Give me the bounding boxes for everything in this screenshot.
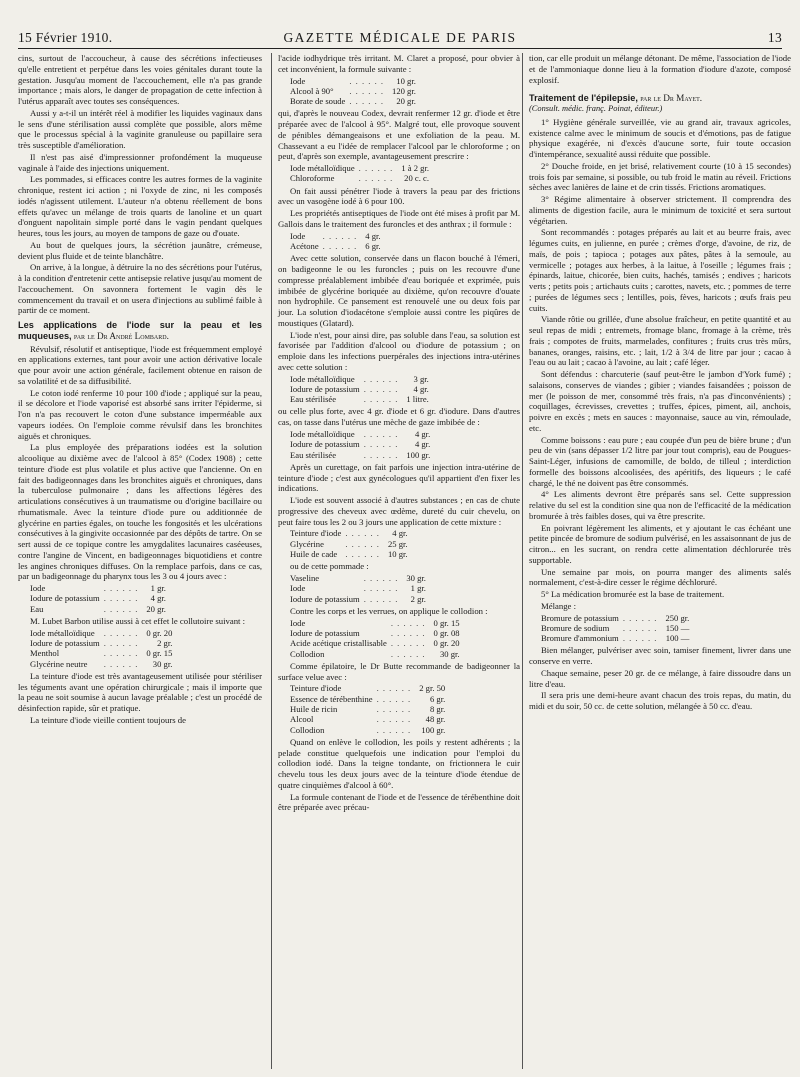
paragraph: Mélange :	[541, 600, 576, 611]
ingredient-name: Glycérine neutre	[30, 658, 88, 669]
ingredient-name: Bromure d'ammonium	[541, 633, 619, 644]
formula-row	[290, 638, 460, 648]
paragraph: On arrive, à la longue, à détruire la no des sécrétions pour l'utérus, à la condition d'entretenir cette antisepsie relative jusqu'au moment de l'accouchement. On savonnera fortement le vagin dès le commencement du travail et on usera d'injections au sublimé faible à partir de ce moment.	[18, 262, 262, 316]
ingredient-name: Acétone	[290, 241, 319, 252]
leader-dots: . . . . . .	[103, 627, 139, 638]
paragraph: 5° La médication bromurée est la base de traitement.	[541, 589, 725, 599]
leader-dots: . . . . . .	[622, 633, 658, 644]
leader-dots: . . . . . .	[363, 373, 399, 384]
page-number: 13	[767, 30, 782, 45]
ingredient-name: Iodure de potassium	[30, 593, 100, 604]
paragraph: Les pommades, si efficaces contre les autres formes de la vaginite chronique, restent ici action ; ni l'oxyde de zinc, ni les composés iodés n'agissent utilement. L'auteur n'a obtenu réellement de bons effets qu'avec un mélange de trois quarts de lanoline et un quart d'onguent napolitain simple porté dans le vagin pendant quelques heures, tous les jours, au moyen de tampons de gaze ou d'ouate.	[18, 174, 262, 238]
leader-dots: . . . . . .	[103, 593, 139, 604]
ingredient-quantity: 1 litre.	[406, 394, 429, 405]
formula-row	[30, 593, 166, 603]
formula-row	[541, 623, 689, 633]
formula-row	[290, 704, 445, 714]
leader-dots: . . . . . .	[376, 683, 412, 694]
ingredient-name: Borate de soude	[290, 96, 346, 107]
paragraph: Aussi y a-t-il un intérêt réel à modifier les liquides vaginaux dans le sens d'une stérilisation aussi complète que possible, alors même que le processus spécial à la vaginite granuleuse ou papillaire sera très susceptible d'amélioration.	[18, 107, 262, 150]
leader-dots: . . . . . .	[349, 75, 385, 86]
ingredient-name: Iodure de potassium	[290, 593, 360, 604]
ingredient-name: Iodure de potassium	[30, 637, 100, 648]
paragraph: Quand on enlève le collodion, les poils y restent adhérents ; la pelade constitue quelquefois une indication pour l'emploi du collodion iodé. Dans la teigne tondante, on frictionnera le cuir chevelu tous les deux jours avec de la teinture d'iode étendue de quatre cinquièmes d'alcool à 60°.	[278, 736, 520, 790]
leader-dots: . . . . . .	[376, 703, 412, 714]
formula-row	[290, 173, 429, 183]
ingredient-quantity: 30 gr.	[439, 648, 460, 659]
article-title: Traitement de l'épilepsie,	[529, 93, 638, 104]
ingredient-quantity: 20 c. c.	[404, 173, 429, 184]
formula-table	[290, 231, 381, 252]
formula-table	[290, 429, 430, 460]
paragraph: Comme épilatoire, le Dr Butte recommande de badigeonner la surface velue avec :	[278, 660, 520, 682]
formula-row	[30, 659, 172, 669]
formula-row	[290, 76, 416, 86]
ingredient-quantity: 0 gr. 15	[433, 617, 460, 628]
ingredient-quantity: 6 gr.	[429, 693, 446, 704]
formula-row	[290, 714, 445, 724]
leader-dots: . . . . . .	[363, 573, 399, 583]
ingredient-quantity: 100 —	[665, 633, 690, 644]
leader-dots: . . . . . .	[103, 637, 139, 648]
formula-row	[290, 394, 429, 404]
paragraph: Une semaine par mois, on pourra manger des aliments salés normalement, c'est-à-dire cesser le régime déchloruré.	[529, 566, 791, 588]
paragraph: Il n'est pas aisé d'impressionner profondément la muqueuse vaginale à l'aide des injections uniquement.	[18, 151, 262, 173]
paragraph: 4° Les aliments devront être préparés sans sel. Cette suppression relative du sel est la condition sine qua non de l'efficacité de la médication bromurée à très faibles doses, qui va être prescrite.	[529, 489, 791, 521]
formula-row	[290, 649, 460, 659]
leader-dots: . . . . . .	[345, 548, 380, 559]
formula-row	[290, 583, 426, 593]
ingredient-quantity: 30 gr.	[152, 658, 173, 669]
ingredient-quantity: 4 gr.	[365, 230, 381, 241]
ingredient-quantity: 20 gr.	[396, 96, 416, 107]
formula-table	[30, 628, 172, 669]
formula-row	[290, 618, 460, 628]
formula-row	[290, 683, 445, 693]
formula-row	[290, 628, 460, 638]
paragraph: Révulsif, résolutif et antiseptique, l'iode est fréquemment employé en applications externes, tant pour avoir une action dérivative locale que pour avoir une action générale, facilement obtenue en raison de sa volatilité et de sa diffusibilité.	[18, 343, 262, 386]
issue-date: 15 Février 1910.	[18, 30, 113, 45]
leader-dots: . . . . . .	[349, 96, 385, 107]
ingredient-quantity: 1 à 2 gr.	[401, 163, 429, 174]
leader-dots: . . . . . .	[103, 583, 139, 593]
ingredient-name: Eau stérilisée	[290, 449, 337, 460]
paragraph: L'iode est souvent associé à d'autres substances ; en cas de chute progressive des cheveux avec œdème, dureté du cuir chevelu, on peut faire tous les 2 ou 3 jours une application de cette mixture :	[278, 495, 520, 527]
article-author: par le Dr André Lombard.	[71, 330, 169, 341]
leader-dots: . . . . . .	[363, 394, 399, 405]
ingredient-quantity: 4 gr.	[392, 528, 408, 539]
ingredient-quantity: 2 gr.	[157, 637, 173, 648]
formula-row	[30, 628, 172, 638]
ingredient-name: Glycérine	[290, 538, 324, 549]
column-3	[522, 53, 791, 1069]
paragraph: tion, car elle produit un mélange détonant. De même, l'association de l'iode et de l'ammoniaque donne lieu à la formation d'iodure d'azote, composé explosif.	[529, 53, 791, 85]
formula-row	[30, 638, 172, 648]
paragraph: Comme boissons : eau pure ; eau coupée d'un peu de bière brune ; d'un peu de vin (sans dépasser 1/2 litre par jour tout compris), eau de Pougues-Saint-Léger, infusions de camomille, de boldo, de tilleul ; interdiction formelle des boissons alcoolisées, des apéritifs, des liqueurs ; le café chargé, le thé ne doivent pas être consommés.	[529, 434, 791, 488]
ingredient-quantity: 100 gr.	[421, 724, 446, 735]
ingredient-quantity: 150 —	[665, 622, 690, 633]
formula-row	[290, 429, 430, 439]
ingredient-name: Collodion	[290, 724, 325, 735]
leader-dots: . . . . . .	[363, 383, 399, 394]
leader-dots: . . . . . .	[376, 724, 412, 735]
formula-table	[290, 618, 460, 659]
formula-row	[290, 573, 426, 583]
ingredient-name: Teinture d'iode	[290, 683, 342, 694]
formula-row	[290, 539, 408, 549]
leader-dots: . . . . . .	[390, 627, 426, 638]
formula-row	[290, 450, 430, 460]
formula-row	[30, 604, 166, 614]
ingredient-name: Eau stérilisée	[290, 394, 337, 405]
ingredient-name: Iode	[290, 75, 306, 86]
paragraph: L'iode n'est, pour ainsi dire, pas soluble dans l'eau, sa solution est favorisée par l'addition d'alcool ou d'iodure de potassium ; on emploie dans les infections puerpérales des injections intra-utérines avec cette solution :	[278, 329, 520, 372]
formula-row	[290, 725, 445, 735]
paragraph: Après un curettage, on fait parfois une injection intra-utérine de teinture d'iode ; c'est aux gynécologues qu'il appartient d'en fixer les indications.	[278, 461, 520, 494]
leader-dots: . . . . . .	[622, 612, 658, 623]
formula-row	[290, 163, 429, 173]
paragraph: 1° Hygiène générale surveillée, vie au grand air, travaux agricoles, existence calme avec le minimum de soucis et d'émotions, pas de fatigue physique exagérée, ni d'excès d'aucune sorte, fuir toute occasion d'intempérance, sexualité aussi réduite que possible.	[529, 116, 791, 159]
article-heading	[529, 93, 791, 115]
ingredient-quantity: 0 gr. 20	[146, 627, 173, 638]
formula-row	[541, 613, 689, 623]
ingredient-name: Alcool	[290, 714, 314, 725]
leader-dots: . . . . . .	[322, 241, 358, 252]
paragraph: Le coton iodé renferme 10 pour 100 d'iode ; appliqué sur la peau, il se décolore et l'iode vaporisé est absorbé sans irriter l'épiderme, si l'on n'a pas recouvert le coton d'une substance imperméable aux vapeurs iodées. On l'emploie comme révulsif dans les bronchites aiguës et chroniques.	[18, 387, 262, 441]
paragraph: La teinture d'iode est très avantageusement utilisée pour stériliser les téguments avant une opération chirurgicale ; mais il importe que la peau ne soit soumise à aucun lavage préalable ; c'est un procédé de désinfection rapide, sûr et pratique.	[18, 670, 262, 714]
ingredient-name: Bromure de sodium	[541, 622, 610, 633]
paragraph: La plus employée des préparations iodées est la solution alcoolique au dixième avec de l'alcool à 85° (Codex 1908) ; cette teinture d'iode est plus volatile et plus active que l'ancienne. On en fait des badigeonnages dans les bronchites aiguës et chroniques, dans la tuberculose pulmonaire ; dans les affections légères des articulations consécutives à un traumatisme ou d'origine bacillaire ou rhumatismale. Avec la teinture d'iode pure ou additionnée de glycérine en parties égales, on touche les fongosités et les ulcérations consécutives à la gingivite occasionnée par des dépôts de tartre. On se sert aussi de ce topique contre les amygdalites lacunaires caséeuses, contre l'angine de Vincent, en badigeonnages biquotidiens et contre les angines chroniques diffuses. On la remplace parfois, dans ce cas, par un badigeonnage du pharynx tous les 3 ou 4 jours avec :	[18, 442, 262, 582]
paragraph: Chaque semaine, peser 20 gr. de ce mélange, à faire dissoudre dans un litre d'eau.	[529, 667, 791, 689]
article-author: par le Dr Mayet.	[637, 93, 703, 104]
article-title: Les applications de l'iode sur la peau et les muqueuses,	[18, 320, 262, 341]
formula-table	[290, 683, 445, 734]
leader-dots: . . . . . .	[358, 173, 394, 184]
leader-dots: . . . . . .	[103, 603, 139, 614]
formula-row	[290, 439, 430, 449]
ingredient-name: Iode métalloïdique	[290, 163, 355, 174]
paragraph: ou de cette pommade :	[290, 561, 369, 572]
ingredient-name: Iodure de potassium	[290, 383, 360, 394]
ingredient-name: Huile de cade	[290, 548, 338, 559]
formula-table	[290, 76, 416, 107]
paragraph: ou celle plus forte, avec 4 gr. d'iode et 6 gr. d'iodure. Dans d'autres cas, on tasse dans l'utérus une mèche de gaze imbibée de :	[278, 406, 520, 428]
ingredient-name: Eau	[30, 603, 44, 614]
ingredient-quantity: 4 gr.	[414, 428, 431, 439]
leader-dots: . . . . . .	[363, 593, 399, 604]
paragraph: En poivrant légèrement les aliments, et y ajoutant le cas échéant une petite pincée de bromure de sodium pulvérisé, en les assaisonnant de jus de citron... en les sucrant, on rendra cette alimentation déchlorurée très supportable.	[529, 522, 791, 565]
ingredient-quantity: 0 gr. 08	[433, 627, 460, 638]
ingredient-name: Menthol	[30, 648, 60, 659]
leader-dots: . . . . . .	[349, 85, 385, 96]
ingredient-quantity: 1 gr.	[410, 583, 426, 594]
leader-dots: . . . . . .	[322, 230, 358, 241]
paragraph: Contre les corps et les verrues, on applique le collodion :	[290, 605, 488, 616]
ingredient-quantity: 10 gr.	[396, 75, 416, 86]
column-1	[18, 53, 262, 1069]
paragraph: cins, surtout de l'accoucheur, à cause des sécrétions infectieuses qu'elle entretient et perpétue dans les voies génitales durant toute la gestation. Jusqu'au moment de l'accouchement, elle n'a pas grande importance ; mais alors, le danger de propagation de cette infection à l'utérus apparaît avec toutes ses conséquences.	[18, 53, 262, 106]
paragraph: Viande rôtie ou grillée, d'une absolue fraîcheur, en petite quantité et au seul repas de midi ; entremets, fromage blanc, fromage à la crème, très frais ; compotes de fruits, marmelades, confitures ; fruits crus très mûrs, bananes, oranges, raisins, etc. ; lait, 1/2 à 3/4 de litre par jour ; cacao à l'eau ou au lait ; cacao à l'avoine, au lait ; café léger.	[529, 314, 791, 368]
formula-table	[30, 583, 166, 614]
leader-dots: . . . . . .	[358, 163, 394, 174]
ingredient-name: Iode métalloïdique	[30, 627, 95, 638]
formula-row	[290, 96, 416, 106]
ingredient-quantity: 100 gr.	[406, 449, 431, 460]
formula-row	[290, 694, 445, 704]
ingredient-name: Alcool à 90°	[290, 85, 334, 96]
article-heading	[18, 320, 262, 342]
formula-table	[290, 528, 408, 559]
ingredient-quantity: 4 gr.	[150, 593, 166, 604]
ingredient-quantity: 30 gr.	[406, 573, 426, 583]
leader-dots: . . . . . .	[363, 439, 399, 450]
paragraph: M. Lubet Barbon utilise aussi à cet effet le collutoire suivant :	[30, 615, 246, 626]
paragraph: 3° Régime alimentaire à observer strictement. Il comprendra des aliments de digestion facile, aura le minimum de toxicité et sera surtout végétarien.	[529, 194, 791, 226]
ingredient-name: Iode métalloïdique	[290, 428, 355, 439]
formula-row	[290, 231, 381, 241]
leader-dots: . . . . . .	[376, 714, 412, 725]
ingredient-name: Bromure de potassium	[541, 612, 619, 623]
leader-dots: . . . . . .	[363, 428, 399, 439]
ingredient-quantity: 2 gr.	[410, 593, 426, 604]
journal-title: GAZETTE MÉDICALE DE PARIS	[283, 30, 517, 45]
formula-table	[290, 163, 429, 184]
paragraph: 2° Douche froide, en jet brisé, relativement courte (10 à 15 secondes) trois fois par semaine, si possible, ou tub froid le matin au réveil. Frictions sèches avec lanières de laine et de crin tissés. Frictions aromatiques.	[529, 160, 791, 193]
ingredient-name: Chloroforme	[290, 173, 335, 184]
leader-dots: . . . . . .	[345, 538, 380, 549]
leader-dots: . . . . . .	[390, 617, 426, 628]
ingredient-name: Iode	[290, 230, 306, 241]
ingredient-quantity: 2 gr. 50	[419, 683, 446, 694]
ingredient-name: Iode	[290, 583, 306, 594]
leader-dots: . . . . . .	[622, 622, 658, 633]
formula-row	[290, 86, 416, 96]
ingredient-name: Huile de ricin	[290, 703, 338, 714]
formula-row	[290, 241, 381, 251]
paragraph: Au bout de quelques jours, la sécrétion jaunâtre, crémeuse, devient plus fluide et de teinte blanchâtre.	[18, 239, 262, 261]
leader-dots: . . . . . .	[363, 449, 399, 460]
formula-row	[290, 374, 429, 384]
ingredient-quantity: 6 gr.	[365, 241, 381, 252]
ingredient-quantity: 25 gr.	[387, 538, 408, 549]
ingredient-name: Iode métalloïdique	[290, 373, 355, 384]
paragraph: l'acide iodhydrique très irritant. M. Claret a proposé, pour obvier à cet inconvénient, la formule suivante :	[278, 53, 520, 74]
leader-dots: . . . . . .	[103, 648, 139, 659]
formula-row	[30, 648, 172, 658]
paragraph: Sont défendus : charcuterie (sauf peut-être le jambon d'York fumé) ; salaisons, conserves de viandes ; gibier ; viandes faisandées ; poisson de mer (le poisson de mer, consommé très frais, n'a pas d'inconvénients) ; coquillages, écrevisses, crevettes ; truffes, épices, piment, ail, anchois, poivre en excès ; mets en sauces : mayonnaise, sauce au vin, rémoulade, etc.	[529, 369, 791, 433]
ingredient-quantity: 1 gr.	[150, 583, 166, 593]
ingredient-quantity: 120 gr.	[392, 85, 416, 96]
ingredient-quantity: 4 gr.	[414, 439, 431, 450]
ingredient-name: Collodion	[290, 648, 325, 659]
ingredient-name: Vaseline	[290, 573, 320, 583]
paragraph: On fait aussi pénétrer l'iode à travers la peau par des frictions avec un vasogène iodé à 6 pour 100.	[278, 185, 520, 207]
formula-table	[290, 573, 426, 604]
ingredient-quantity: 0 gr. 15	[146, 648, 173, 659]
ingredient-quantity: 8 gr.	[429, 703, 446, 714]
formula-row	[290, 384, 429, 394]
paragraph: La formule contenant de l'iode et de l'essence de térébenthine doit être préparée avec précau-	[278, 791, 520, 813]
leader-dots: . . . . . .	[345, 528, 380, 539]
leader-dots: . . . . . .	[103, 658, 139, 669]
page-header	[18, 30, 782, 49]
paragraph: Il sera pris une demi-heure avant chacun des trois repas, du matin, du midi et du soir, 50 cc. de cette solution, mélangée à 50 cc. d'eau.	[529, 690, 791, 712]
ingredient-name: Teinture d'iode	[290, 528, 342, 539]
paragraph: Sont recommandés : potages préparés au lait et au beurre frais, avec légumes cuits, en julienne, en purée ; crèmes d'orge, d'avoine, de riz, de maïs, de pois ; tapioca ; potages aux pâtes, pâtes à la semoule, au vermicelle ; potages aux herbes, à la laitue, à l'oseille ; légumes frais ; épinards, laitue, chicorée, bien cuits, hachés, tamisés ; endives ; haricots verts ; petits pois ; artichauts cuits ; carottes, navets, etc. ; pommes de terre ; purées de légumes secs ; lentilles, pois, fèves, haricots ; œufs frais peu cuits.	[529, 227, 791, 313]
formula-table	[541, 613, 689, 644]
formula-table	[290, 374, 429, 405]
ingredient-name: Iode	[290, 617, 306, 628]
paragraph: Les propriétés antiseptiques de l'iode ont été mises à profit par M. Gallois dans le traitement des furoncles et des anthrax ; il formule :	[278, 208, 520, 229]
ingredient-name: Iodure de potassium	[290, 439, 360, 450]
leader-dots: . . . . . .	[390, 648, 426, 659]
leader-dots: . . . . . .	[376, 693, 412, 704]
paragraph: qui, d'après le nouveau Codex, devrait renfermer 12 gr. d'iode et être préparée avec de l'alcool à 95°. Malgré tout, elle provoque souvent de pénibles démangeaisons et une exfoliation de la peau. M. Chassevant a eu l'idée de remplacer l'alcool par le chloroforme ; on peut, d'après son exemple, avantageusement prescrire :	[278, 108, 520, 162]
ingredient-quantity: 250 gr.	[665, 612, 690, 623]
ingredient-name: Acide acétique cristallisable	[290, 638, 387, 649]
formula-row	[290, 549, 408, 559]
ingredient-name: Iode	[30, 583, 46, 593]
formula-row	[290, 528, 408, 538]
paragraph: Avec cette solution, conservée dans un flacon bouché à l'émeri, on badigeonne le ou les furoncles ; puis on les recouvre d'une compresse préalablement imbibée d'eau boriquée et exprimée, puis imbibée de glycérine boriquée au dixième, qu'on recouvre d'ouate non hydrophile. Ce pansement est renouvelé une ou deux fois par jour. La solution d'iodacétone s'emploie aussi contre les piqûres de moustiques (Glatard).	[278, 253, 520, 328]
ingredient-quantity: 10 gr.	[387, 548, 408, 559]
ingredient-quantity: 20 gr.	[146, 603, 166, 614]
ingredient-quantity: 0 gr. 20	[433, 638, 460, 649]
formula-row	[30, 583, 166, 593]
article-source: (Consult. médic. franç. Poinat, éditeur.)	[529, 104, 663, 113]
formula-row	[541, 633, 689, 643]
ingredient-quantity: 4 gr.	[413, 383, 429, 394]
ingredient-quantity: 3 gr.	[413, 373, 429, 384]
paragraph: Bien mélanger, pulvériser avec soin, tamiser finement, livrer dans une conserve en verre.	[529, 645, 791, 667]
leader-dots: . . . . . .	[363, 583, 399, 594]
leader-dots: . . . . . .	[390, 638, 426, 649]
paragraph: La teinture d'iode vieille contient toujours de	[30, 714, 186, 725]
ingredient-name: Iodure de potassium	[290, 627, 360, 638]
ingredient-name: Essence de térébenthine	[290, 693, 373, 704]
column-2	[271, 53, 520, 1069]
ingredient-quantity: 48 gr.	[425, 714, 446, 725]
formula-row	[290, 594, 426, 604]
